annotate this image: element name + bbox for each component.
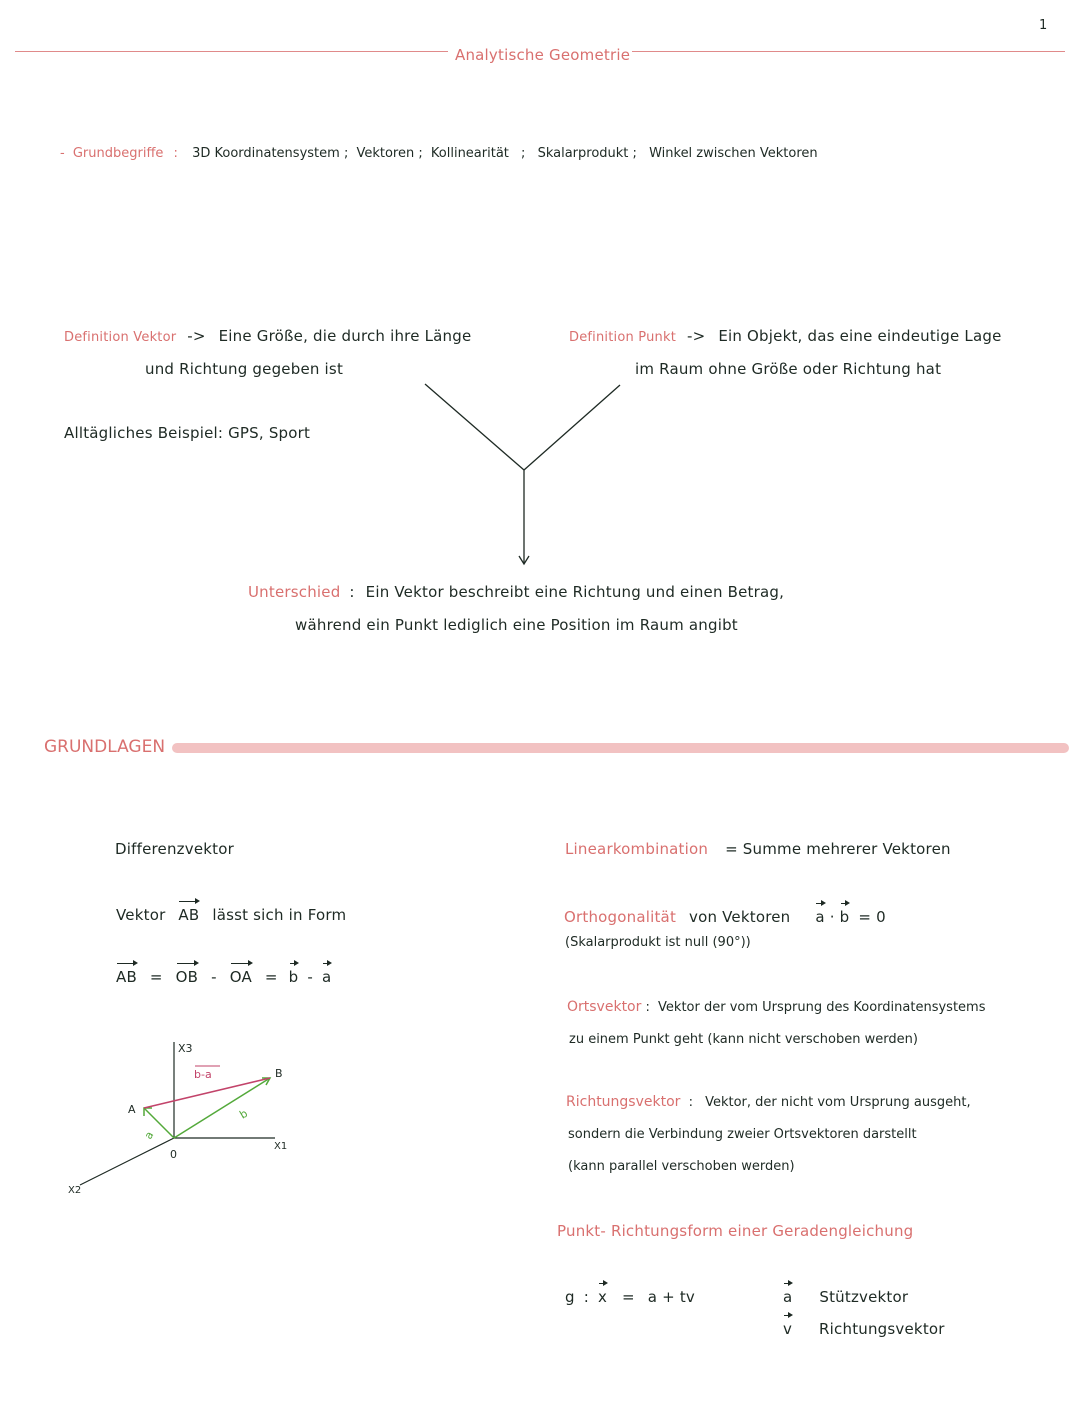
prf-g: g [565, 1288, 575, 1306]
section-title-grundlagen: GRUNDLAGEN [44, 737, 166, 757]
differenzvektor-text-prefix: Vektor [116, 906, 166, 924]
grundbegriffe-item: Skalarprodukt [537, 146, 629, 161]
label-x2: X2 [68, 1185, 82, 1196]
connector-right-branch [524, 385, 620, 470]
label-origin: 0 [170, 1148, 177, 1161]
label-x3: X3 [178, 1042, 193, 1055]
formula-oa: OA [230, 962, 252, 986]
vector-b-line [174, 1078, 270, 1138]
formula-minus2: - [307, 968, 313, 986]
formula-a: a [322, 962, 331, 986]
ortho-formula-a: a [815, 902, 824, 926]
everyday-example: Alltägliches Beispiel: GPS, Sport [64, 424, 311, 442]
label-point-a: A [128, 1103, 136, 1116]
legend-text-richtungsvektor: Richtungsvektor [819, 1320, 945, 1338]
richtungsvektor-line3: (kann parallel verschoben werden) [568, 1159, 795, 1174]
grundbegriffe-sep: ; [418, 146, 423, 161]
unterschied-line2: während ein Punkt lediglich eine Position im Raum angibt [295, 616, 738, 634]
prf-x: x [598, 1282, 607, 1306]
prf-equation [565, 1282, 695, 1306]
label-point-b: B [275, 1067, 283, 1080]
grundbegriffe-item: Kollinearität [430, 146, 509, 161]
formula-eq2: = [264, 968, 278, 986]
section-band [172, 743, 1069, 753]
unterschied [248, 583, 784, 601]
ortsvektor-line1: Vektor der vom Ursprung des Koordinatensystems [658, 1000, 986, 1015]
legend-symbol-a: a [783, 1282, 792, 1306]
ortsvektor-label: Ortsvektor [567, 999, 642, 1015]
vector-b-minus-a-line [144, 1078, 270, 1108]
unterschied-line1: Ein Vektor beschreibt eine Richtung und einen Betrag, [365, 583, 785, 601]
label-x1: X1 [274, 1141, 288, 1152]
orthogonalitaet-formula [815, 908, 886, 926]
differenzvektor-title: Differenzvektor [115, 840, 234, 858]
comparison-connector [0, 0, 1080, 600]
prf-rhs: a + tv [647, 1288, 695, 1306]
grundbegriffe-item: 3D Koordinatensystem [192, 146, 340, 161]
ortsvektor-colon: : [645, 1000, 650, 1015]
linearkombination-label: Linearkombination [565, 840, 709, 858]
orthogonalitaet [564, 902, 886, 926]
prf-label: Punkt- Richtungsform einer Geradengleichung [557, 1222, 914, 1240]
definition-punkt-line2: im Raum ohne Größe oder Richtung hat [635, 360, 942, 378]
richtungsvektor-colon: : [688, 1095, 693, 1110]
grundbegriffe-sep: ; [632, 146, 637, 161]
formula-lhs: AB [116, 962, 137, 986]
definition-vektor-arrow: -> [187, 327, 206, 345]
grundbegriffe-label: Grundbegriffe [72, 146, 164, 161]
legend-symbol-v: v [783, 1314, 792, 1338]
ortsvektor-line2: zu einem Punkt geht (kann nicht verschoben werden) [569, 1032, 918, 1047]
richtungsvektor-line2: sondern die Verbindung zweier Ortsvektoren darstellt [568, 1127, 917, 1142]
linearkombination [565, 840, 951, 858]
label-vector-a: a [141, 1129, 157, 1142]
grundbegriffe-sep: ; [521, 146, 526, 161]
definition-vektor-line2: und Richtung gegeben ist [145, 360, 344, 378]
differenzvektor-formula [116, 962, 331, 986]
formula-minus: - [211, 968, 217, 986]
formula-eq: = [149, 968, 163, 986]
grundbegriffe-item: Winkel zwischen Vektoren [649, 146, 818, 161]
grundbegriffe-dash: - [60, 146, 65, 161]
ortho-formula-dot: · [829, 908, 835, 926]
prf-colon: : [583, 1288, 589, 1306]
linearkombination-text: = Summe mehrerer Vektoren [725, 840, 951, 858]
ortho-formula-eq: = 0 [858, 908, 886, 926]
prf-legend-support [783, 1282, 908, 1306]
definition-vektor-line1: Eine Größe, die durch ihre Länge [218, 327, 472, 345]
differenzvektor-text-suffix: lässt sich in Form [212, 906, 347, 924]
definition-punkt-label: Definition Punkt [569, 330, 676, 345]
unterschied-colon: : [349, 583, 355, 601]
axis-x2 [80, 1138, 174, 1185]
ortho-formula-b: b [840, 902, 850, 926]
vector-diagram [50, 1030, 350, 1230]
vector-ab: AB [178, 900, 199, 924]
grundbegriffe-sep: ; [343, 146, 349, 161]
orthogonalitaet-line2: (Skalarprodukt ist null (90°)) [565, 935, 751, 950]
page-title: Analytische Geometrie [455, 46, 631, 64]
richtungsvektor-line1: Vektor, der nicht vom Ursprung ausgeht, [705, 1095, 971, 1110]
definition-vektor-label: Definition Vektor [64, 330, 177, 345]
definition-punkt-line1: Ein Objekt, das eine eindeutige Lage [718, 327, 1002, 345]
label-vector-b-minus-a: b-a [194, 1068, 212, 1081]
richtungsvektor [566, 1094, 971, 1110]
prf-legend-direction [783, 1314, 945, 1338]
formula-b: b [289, 962, 299, 986]
prf-eq: = [621, 1288, 635, 1306]
unterschied-label: Unterschied [248, 583, 341, 601]
differenzvektor-text [116, 900, 346, 924]
grundbegriffe-item: Vektoren [356, 146, 415, 161]
definition-punkt-arrow: -> [686, 327, 706, 345]
legend-text-stuetzvektor: Stützvektor [819, 1288, 909, 1306]
orthogonalitaet-label: Orthogonalität [564, 908, 677, 926]
connector-left-branch [425, 384, 524, 470]
grundbegriffe-colon: : [173, 146, 178, 161]
label-vector-b: b [237, 1106, 250, 1122]
ortsvektor [567, 999, 985, 1015]
orthogonalitaet-text: von Vektoren [689, 908, 791, 926]
page-number: 1 [1039, 18, 1048, 33]
formula-ob: OB [176, 962, 199, 986]
richtungsvektor-label: Richtungsvektor [566, 1094, 681, 1110]
